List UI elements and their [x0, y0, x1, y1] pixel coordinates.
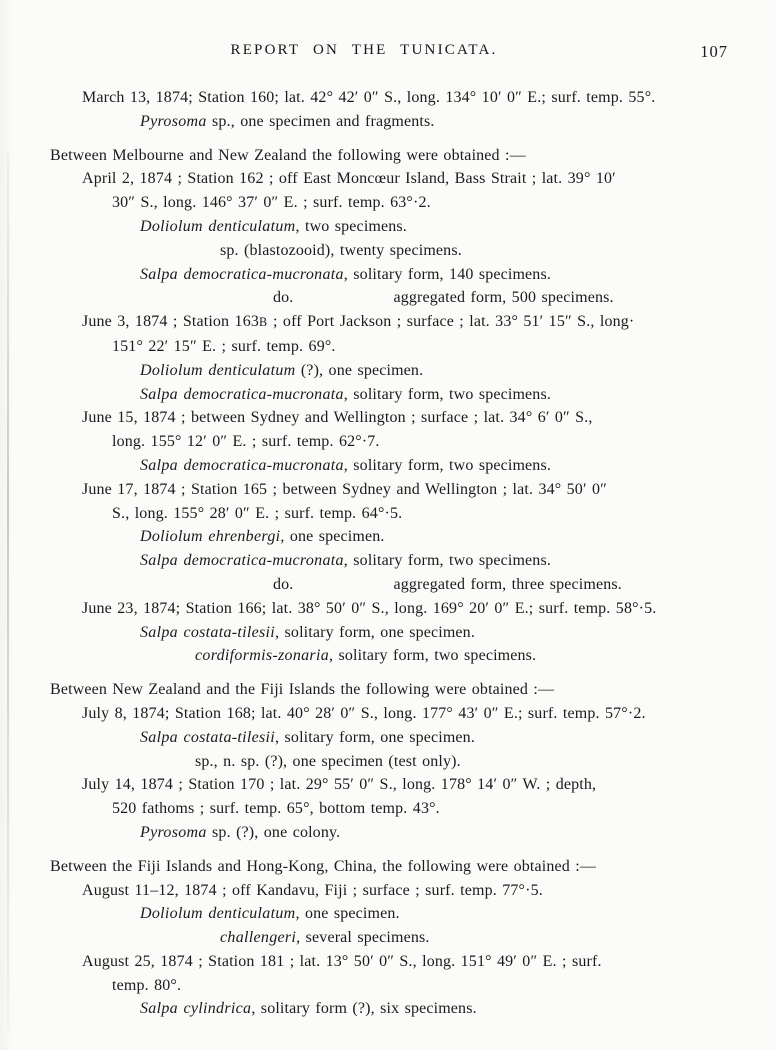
species-sub-record-line: [50, 926, 730, 950]
text-segment: 151° 22′ 15″ E. ; surf. temp. 69°.: [112, 337, 336, 355]
ditto-continuation: [393, 573, 621, 597]
text-segment: , solitary form, two specimens.: [343, 385, 551, 403]
species-name: Doliolum denticulatum: [140, 217, 296, 235]
species-record-line: [50, 726, 730, 750]
text-segment: B: [259, 315, 268, 330]
entry-continuation-line: [50, 335, 730, 359]
species-record-line: [50, 902, 730, 926]
text-segment: July 14, 1874 ; Station 170 ; lat. 29° 55′ 0″ S., long. 178° 14′ 0″ W. ; depth,: [82, 776, 597, 794]
text-segment: Between Melbourne and New Zealand the following were obtained :—: [50, 146, 526, 164]
text-segment: , two specimens.: [295, 217, 407, 235]
ditto-continuation: [393, 286, 613, 310]
text-segment: , solitary form (?), six specimens.: [251, 1000, 477, 1018]
species-record-line: [50, 383, 730, 407]
species-record-line: [50, 621, 730, 645]
species-name: Salpa costata-tilesii: [140, 623, 276, 641]
text-segment: April 2, 1874 ; Station 162 ; off East Moncœur Island, Bass Strait ; lat. 39° 10′: [82, 170, 616, 188]
species-name: Salpa democratica-mucronata: [140, 552, 344, 570]
species-sub-record-line: [50, 644, 730, 668]
species-name: Salpa cylindrica: [140, 1000, 252, 1018]
text-segment: sp., n. sp. (?), one specimen (test only).: [195, 752, 461, 770]
station-entry-line: [50, 167, 730, 191]
text-segment: , solitary form, two specimens.: [343, 456, 551, 474]
text-segment: 520 fathoms ; surf. temp. 65°, bottom temp. 43°.: [112, 800, 440, 818]
species-record-line: [50, 525, 730, 549]
species-name: Doliolum denticulatum: [140, 905, 296, 923]
species-sub-record-line: [50, 239, 730, 263]
text-segment: , solitary form, two specimens.: [329, 647, 537, 665]
species-record-line: [50, 549, 730, 573]
scan-gutter-shadow: [7, 150, 9, 1030]
station-entry-line: [50, 879, 730, 903]
text-segment: August 11–12, 1874 ; off Kandavu, Fiji ; surface ; surf. temp. 77°·5.: [82, 881, 543, 899]
text-segment: , one specimen.: [280, 528, 385, 546]
entry-continuation-line: [50, 797, 730, 821]
section-heading: [50, 144, 730, 168]
species-name: Doliolum denticulatum: [140, 361, 296, 379]
text-segment: ; off Port Jackson ; surface ; lat. 33° 51′ 15″ S., long·: [267, 313, 635, 331]
station-entry-line: [50, 950, 730, 974]
text-segment: sp. (blastozooid), twenty specimens.: [220, 241, 462, 259]
station-entry-line: [50, 406, 730, 430]
species-name: Pyrosoma: [140, 823, 207, 841]
species-name: Salpa costata-tilesii: [140, 728, 276, 746]
text-segment: 30″ S., long. 146° 37′ 0″ E. ; surf. temp. 63°·2.: [112, 194, 431, 212]
ditto-record-line: [50, 573, 730, 597]
species-name: challengeri: [220, 929, 297, 947]
text-segment: July 8, 1874; Station 168; lat. 40° 28′ 0″ S., long. 177° 43′ 0″ E.; surf. temp. 57°·2.: [82, 704, 646, 722]
entry-continuation-line: [50, 502, 730, 526]
text-segment: , solitary form, 140 specimens.: [343, 265, 551, 283]
text-segment: June 17, 1874 ; Station 165 ; between Sydney and Wellington ; lat. 34° 50′ 0″: [82, 480, 607, 498]
text-segment: August 25, 1874 ; Station 181 ; lat. 13° 50′ 0″ S., long. 151° 49′ 0″ E. ; surf.: [82, 952, 602, 970]
text-segment: aggregated form, three specimens.: [393, 575, 622, 593]
running-head: [0, 0, 776, 64]
page-title: REPORT ON THE TUNICATA.: [230, 42, 498, 58]
text-segment: Between New Zealand and the Fiji Islands the following were obtained :—: [50, 681, 555, 699]
species-name: Pyrosoma: [140, 112, 207, 130]
station-entry-line: [50, 86, 730, 110]
ditto-record-line: [50, 286, 730, 310]
ditto-mark: do.: [273, 575, 294, 593]
text-segment: , solitary form, one specimen.: [275, 728, 475, 746]
page-number: 107: [700, 42, 728, 61]
text-segment: , solitary form, one specimen.: [275, 623, 475, 641]
text-segment: S., long. 155° 28′ 0″ E. ; surf. temp. 64°·5.: [112, 504, 403, 522]
species-record-line: [50, 821, 730, 845]
text-segment: , several specimens.: [296, 929, 430, 947]
station-entry-line: [50, 597, 730, 621]
species-name: Salpa democratica-mucronata: [140, 456, 344, 474]
text-segment: long. 155° 12′ 0″ E. ; surf. temp. 62°·7.: [112, 433, 380, 451]
text-segment: June 3, 1874 ; Station 163: [82, 313, 260, 331]
section-heading: [50, 678, 730, 702]
species-record-line: [50, 454, 730, 478]
text-segment: June 15, 1874 ; between Sydney and Wellington ; surface ; lat. 34° 6′ 0″ S.,: [82, 409, 593, 427]
station-entry-line: [50, 478, 730, 502]
station-entry-line: [50, 310, 730, 335]
section-heading: [50, 855, 730, 879]
text-segment: June 23, 1874; Station 166; lat. 38° 50′ 0″ S., long. 169° 20′ 0″ E.; surf. temp. 58°·5.: [82, 599, 657, 617]
entry-continuation-line: [50, 191, 730, 215]
entry-continuation-line: [50, 430, 730, 454]
species-record-line: [50, 110, 730, 134]
text-segment: , one specimen.: [295, 905, 400, 923]
text-segment: sp. (?), one colony.: [206, 823, 341, 841]
species-name: Doliolum ehrenbergi: [140, 528, 281, 546]
species-name: Salpa democratica-mucronata: [140, 265, 344, 283]
species-name: cordiformis-zonaria: [195, 647, 330, 665]
text-segment: March 13, 1874; Station 160; lat. 42° 42′ 0″ S., long. 134° 10′ 0″ E.; surf. temp. 55°.: [82, 89, 656, 106]
species-record-line: [50, 359, 730, 383]
text-segment: aggregated form, 500 specimens.: [393, 289, 614, 307]
entry-continuation-line: [50, 974, 730, 998]
station-entry-line: [50, 702, 730, 726]
text-body: [50, 86, 730, 1021]
text-segment: Between the Fiji Islands and Hong-Kong, China, the following were obtained :—: [50, 857, 596, 875]
species-name: Salpa democratica-mucronata: [140, 385, 344, 403]
station-entry-line: [50, 773, 730, 797]
text-segment: sp., one specimen and fragments.: [206, 112, 435, 130]
text-segment: , solitary form, two specimens.: [343, 552, 551, 570]
species-record-line: [50, 263, 730, 287]
species-record-line: [50, 997, 730, 1021]
species-record-line: [50, 215, 730, 239]
text-segment: temp. 80°.: [112, 976, 182, 994]
ditto-mark: do.: [273, 289, 294, 307]
species-sub-record-line: [50, 750, 730, 774]
text-segment: (?), one specimen.: [295, 361, 424, 379]
